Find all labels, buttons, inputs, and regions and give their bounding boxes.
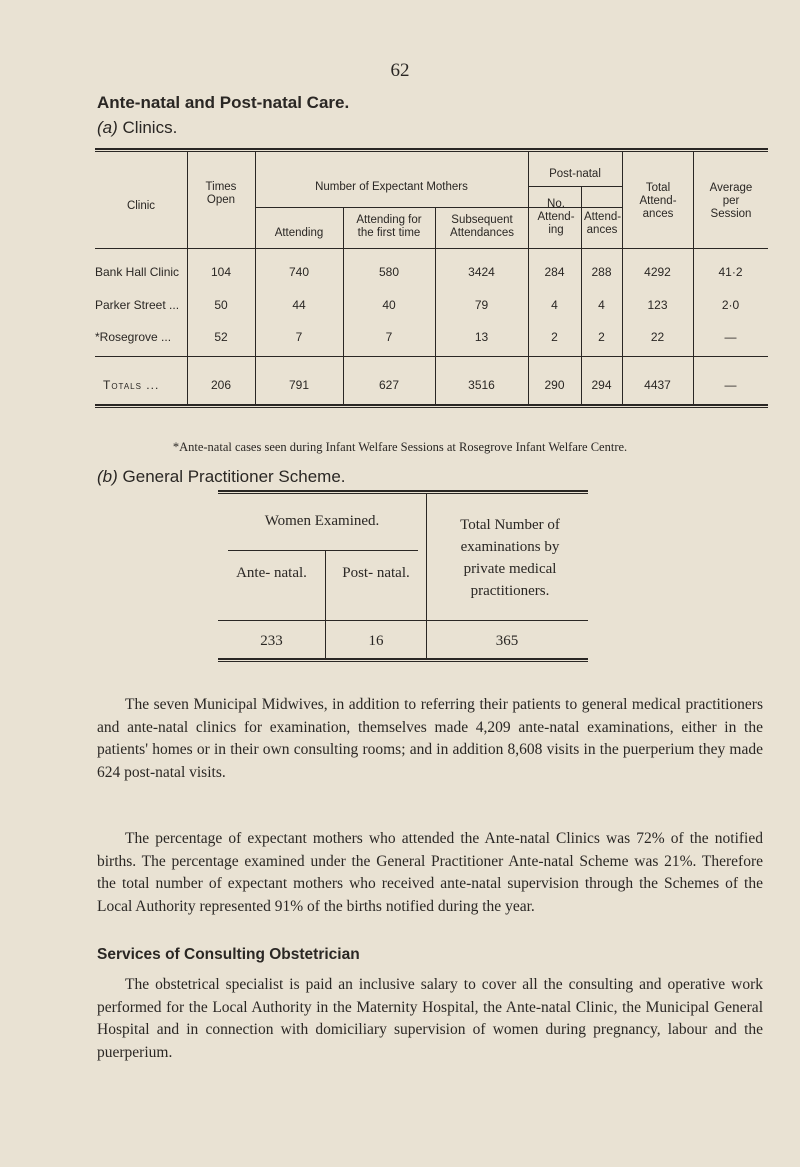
total-pn-no: 290 <box>544 378 565 392</box>
row-label: Bank Hall Clinic <box>95 265 180 279</box>
total-total: 4437 <box>644 378 671 392</box>
totals-label: Totals ... <box>103 378 160 392</box>
gp-table-bottom-rule <box>218 658 588 660</box>
page-number: 62 <box>390 60 410 81</box>
post-natal-sub-rule <box>528 186 622 187</box>
total-examinations-header: Total Number of examinations by private medical practitioners. <box>460 517 560 599</box>
table-top-rule-inner <box>95 151 768 152</box>
cell-average: — <box>724 330 737 344</box>
cell-pn-att: 4 <box>598 298 605 312</box>
cell-total: 22 <box>650 330 665 344</box>
paragraph-midwives: The seven Municipal Midwives, in addition to referring their patients to general medical practitioners and ante-natal clinics for examination, themselves made 4,209 ante-natal examinations, either in the patients' homes or in their own consulting rooms; and in addition 8,608 visits in the puerperium they made 624 post-natal visits. <box>97 696 763 781</box>
ante-natal-header: Ante- natal. <box>236 565 307 581</box>
cell-times-open: 104 <box>210 265 232 279</box>
services-heading: Services of Consulting Obstetrician <box>97 946 360 963</box>
gp-scheme-table <box>218 490 588 660</box>
header-subsequent: Subsequent Attendances <box>450 214 514 239</box>
cell-first-time: 7 <box>385 330 393 344</box>
subsection-a-title: Clinics. <box>122 118 178 137</box>
cell-pn-no: 2 <box>551 330 558 344</box>
total-examinations-value: 365 <box>495 633 519 649</box>
section-title: Ante-natal and Post-natal Care. <box>97 93 350 112</box>
total-pn-att: 294 <box>591 378 612 392</box>
gp-header-bottom-rule <box>218 620 588 621</box>
table-bottom-rule-inner <box>95 407 768 408</box>
header-attendances: Attend- ances <box>584 211 622 236</box>
cell-times-open: 52 <box>214 330 228 344</box>
header-expectant-mothers: Number of Expectant Mothers <box>315 181 468 193</box>
cell-attending: 740 <box>288 265 310 279</box>
header-times-open: Times Open <box>205 181 237 206</box>
gp-table-bottom-rule-inner <box>218 661 588 662</box>
row-label: Parker Street ... <box>95 298 180 312</box>
cell-subsequent: 3424 <box>468 265 495 279</box>
women-examined-header: Women Examined. <box>264 513 380 529</box>
subsection-b-title: General Practitioner Scheme. <box>122 467 346 486</box>
cell-first-time: 40 <box>382 298 396 312</box>
cell-subsequent: 79 <box>474 298 489 312</box>
header-average: Average per Session <box>709 182 753 220</box>
total-subsequent: 3516 <box>468 378 495 392</box>
gp-table-top-rule <box>218 490 588 492</box>
table-bottom-rule <box>95 404 768 406</box>
cell-attending: 7 <box>295 330 303 344</box>
cell-pn-no: 284 <box>544 265 565 279</box>
total-times-open: 206 <box>210 378 232 392</box>
subsection-b-letter: (b) <box>97 467 118 486</box>
gp-header-sub-rule <box>228 550 418 551</box>
ante-natal-value: 233 <box>260 633 283 649</box>
header-attending-first: Attending for the first time <box>356 214 422 239</box>
cell-subsequent: 13 <box>474 330 489 344</box>
header-post-natal: Post-natal <box>549 168 601 180</box>
paragraph-percentages: The percentage of expectant mothers who attended the Ante-natal Clinics was 72% of the notified births. The percentage examined under the General Practitioner Ante-natal Scheme was 21%. Therefore the total number of expectant mothers who received ante-natal supervision through the Schemes of the Local Authority represented 91% of the births notified during the year. <box>97 830 763 915</box>
post-natal-header: Post- natal. <box>342 565 410 581</box>
row-label: *Rosegrove ... <box>95 330 172 344</box>
cell-pn-att: 288 <box>591 265 612 279</box>
footnote: *Ante-natal cases seen during Infant Welfare Sessions at Rosegrove Infant Welfare Centre. <box>172 440 628 454</box>
table-top-rule <box>95 148 768 150</box>
total-attending: 791 <box>288 378 310 392</box>
cell-attending: 44 <box>292 298 306 312</box>
post-natal-value: 16 <box>368 633 384 649</box>
paragraph-obstetrician: The obstetrical specialist is paid an inclusive salary to cover all the consulting and operative work performed for the Local Authority in the Maternity Hospital, the Ante-natal Clinic, the Municipal General Hospital and in connection with domiciliary supervision of women during pregnancy, labour and the puerperium. <box>97 976 763 1061</box>
header-bottom-rule <box>95 248 768 249</box>
subsection-a-heading <box>97 118 177 138</box>
subsection-a-letter: (a) <box>97 118 118 137</box>
header-attending: Attending <box>274 227 324 239</box>
cell-first-time: 580 <box>378 265 400 279</box>
subsection-b-heading <box>97 467 346 487</box>
header-no-attending: No. Attend- ing <box>537 198 575 236</box>
total-average: — <box>724 378 737 392</box>
clinics-table <box>95 148 768 428</box>
cell-average: 41·2 <box>718 265 743 279</box>
header-clinic: Clinic <box>126 200 156 212</box>
cell-pn-no: 4 <box>551 298 558 312</box>
cell-pn-att: 2 <box>598 330 605 344</box>
cell-average: 2·0 <box>721 298 740 312</box>
gp-table-top-rule-inner <box>218 493 588 494</box>
cell-total: 123 <box>647 298 668 312</box>
totals-top-rule <box>95 356 768 357</box>
cell-total: 4292 <box>644 265 671 279</box>
total-first-time: 627 <box>378 378 400 392</box>
col-rule-8 <box>581 186 582 404</box>
cell-times-open: 50 <box>214 298 228 312</box>
header-total: Total Attend- ances <box>639 182 677 220</box>
